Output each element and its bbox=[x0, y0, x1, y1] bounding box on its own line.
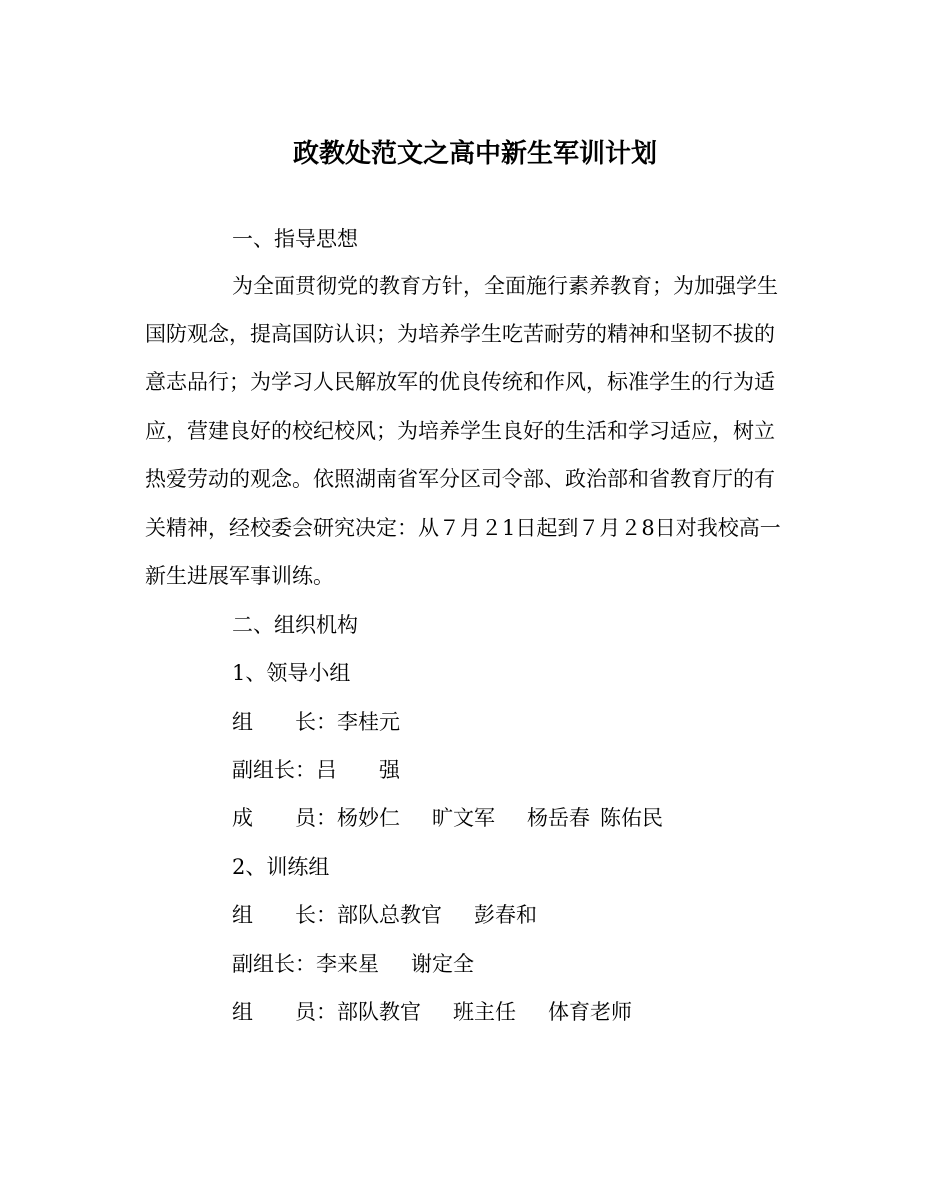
training-leader-row bbox=[232, 900, 537, 930]
paragraph-line-6: 关精神，经校委会研究决定：从７月２1日起到７月２8日对我校高一 bbox=[145, 516, 781, 540]
training-deputy-name: 谢定全 bbox=[411, 952, 474, 976]
training-members-label: 组 员： bbox=[232, 1000, 337, 1024]
group-heading-training: 2、训练组 bbox=[232, 855, 330, 879]
paragraph-line-7: 新生进展军事训练。 bbox=[145, 564, 334, 588]
leadership-leader-row bbox=[232, 707, 400, 737]
training-member: 班主任 bbox=[453, 1000, 516, 1024]
leadership-member: 陈佑民 bbox=[600, 806, 663, 830]
document-title: 政教处范文之高中新生军训计划 bbox=[292, 139, 657, 169]
leadership-leader-label: 组 长： bbox=[232, 710, 337, 734]
paragraph-line-5: 热爱劳动的观念。依照湖南省军分区司令部、政治部和省教育厅的有 bbox=[145, 467, 775, 491]
training-leader-label: 组 长： bbox=[232, 903, 337, 927]
paragraph-line-3: 意志品行；为学习人民解放军的优良传统和作风，标准学生的行为适 bbox=[145, 370, 775, 394]
leadership-leader-name: 李桂元 bbox=[337, 710, 400, 734]
leadership-deputy-row bbox=[232, 755, 400, 785]
paragraph-line-1: 为全面贯彻党的教育方针，全面施行素养教育；为加强学生 bbox=[232, 274, 778, 298]
training-deputy-row bbox=[232, 949, 474, 979]
training-leader-title: 部队总教官 bbox=[337, 903, 442, 927]
training-deputy-label: 副组长： bbox=[232, 952, 316, 976]
group-heading-leadership: 1、领导小组 bbox=[232, 661, 351, 685]
training-leader-name: 彭春和 bbox=[474, 903, 537, 927]
leadership-deputy-label: 副组长： bbox=[232, 758, 316, 782]
training-member: 体育老师 bbox=[548, 1000, 632, 1024]
leadership-member: 旷文军 bbox=[432, 806, 495, 830]
leadership-members-label: 成 员： bbox=[232, 806, 337, 830]
training-members-row bbox=[232, 997, 632, 1027]
leadership-member: 杨妙仁 bbox=[337, 806, 400, 830]
section-heading-organization: 二、组织机构 bbox=[232, 613, 358, 637]
training-deputy-name: 李来星 bbox=[316, 952, 379, 976]
section-heading-guiding-ideology: 一、指导思想 bbox=[232, 227, 358, 251]
paragraph-line-2: 国防观念，提高国防认识；为培养学生吃苦耐劳的精神和坚韧不拔的 bbox=[145, 322, 775, 346]
paragraph-line-4: 应，营建良好的校纪校风；为培养学生良好的生活和学习适应，树立 bbox=[145, 419, 775, 443]
training-member: 部队教官 bbox=[337, 1000, 421, 1024]
leadership-members-row bbox=[232, 803, 663, 833]
leadership-deputy-name: 吕 强 bbox=[316, 758, 400, 782]
leadership-member: 杨岳春 bbox=[527, 806, 590, 830]
